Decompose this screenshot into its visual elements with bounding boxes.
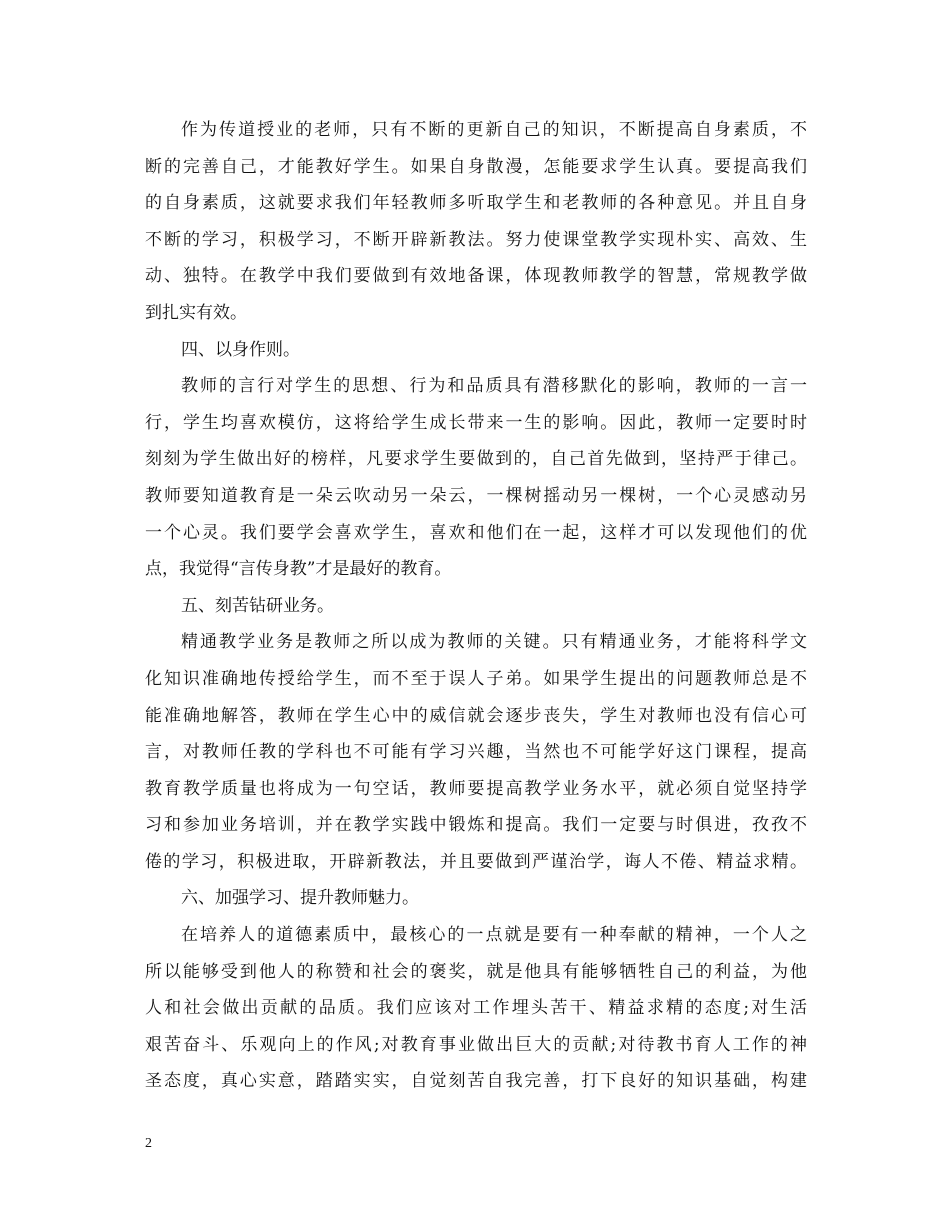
- text-line: 教育教学质量也将成为一句空话，教师要提高教学业务水平，就必须自觉坚持学: [145, 778, 807, 799]
- text-line: 六、加强学习、提升教师魅力。: [181, 888, 419, 909]
- text-line: 言，对教师任教的学科也不可能有学习兴趣，当然也不可能学好这门课程，提高: [145, 742, 807, 763]
- text-line: 能准确地解答，教师在学生心中的威信就会逐步丧失，学生对教师也没有信心可: [145, 705, 807, 726]
- text-line: 的自身素质，这就要求我们年轻教师多听取学生和老教师的各种意见。并且自身: [145, 193, 807, 214]
- text-line: 教师要知道教育是一朵云吹动另一朵云，一棵树摇动另一棵树，一个心灵感动另: [145, 485, 807, 506]
- text-line: 所以能够受到他人的称赞和社会的褒奖，就是他具有能够牺牲自己的利益，为他: [145, 961, 807, 982]
- text-line: 四、以身作则。: [181, 339, 300, 360]
- text-line: 倦的学习，积极进取，开辟新教法，并且要做到严谨治学，诲人不倦、精益求精。: [145, 851, 807, 872]
- text-line: 化知识准确地传授给学生，而不至于误人子弟。如果学生提出的问题教师总是不: [145, 668, 807, 689]
- text-line: 不断的学习，积极学习，不断开辟新教法。努力使课堂教学实现朴实、高效、生: [145, 229, 807, 250]
- text-line: 习和参加业务培训，并在教学实践中锻炼和提高。我们一定要与时俱进，孜孜不: [145, 815, 807, 836]
- text-line: 精通教学业务是教师之所以成为教师的关键。只有精通业务，才能将科学文: [181, 632, 807, 653]
- text-line: 到扎实有效。: [145, 302, 247, 323]
- text-line: 点，我觉得“言传身教”才是最好的教育。: [145, 559, 452, 580]
- text-line: 断的完善自己，才能教好学生。如果自身散漫，怎能要求学生认真。要提高我们: [145, 156, 807, 177]
- text-line: 在培养人的道德素质中，最核心的一点就是要有一种奉献的精神，一个人之: [181, 925, 807, 946]
- text-line: 五、刻苦钻研业务。: [181, 595, 334, 616]
- text-line: 教师的言行对学生的思想、行为和品质具有潜移默化的影响，教师的一言一: [181, 376, 807, 397]
- text-line: 动、独特。在教学中我们要做到有效地备课，体现教师教学的智慧，常规教学做: [145, 266, 807, 287]
- text-line: 作为传道授业的老师，只有不断的更新自己的知识，不断提高自身素质，不: [181, 120, 807, 140]
- text-line: 行，学生均喜欢模仿，这将给学生成长带来一生的影响。因此，教师一定要时时: [145, 412, 807, 433]
- text-line: 人和社会做出贡献的品质。我们应该对工作埋头苦干、精益求精的态度;对生活: [145, 998, 807, 1019]
- text-line: 艰苦奋斗、乐观向上的作风;对教育事业做出巨大的贡献;对待教书育人工作的神: [145, 1034, 807, 1055]
- text-line: 圣态度，真心实意，踏踏实实，自觉刻苦自我完善，打下良好的知识基础，构建: [145, 1071, 807, 1092]
- text-line: 一个心灵。我们要学会喜欢学生，喜欢和他们在一起，这样才可以发现他们的优: [145, 522, 807, 543]
- page-body: [145, 112, 807, 1100]
- page-number: 2: [145, 1136, 152, 1151]
- text-line: 刻刻为学生做出好的榜样，凡要求学生要做到的，自己首先做到，坚持严于律己。: [145, 449, 807, 470]
